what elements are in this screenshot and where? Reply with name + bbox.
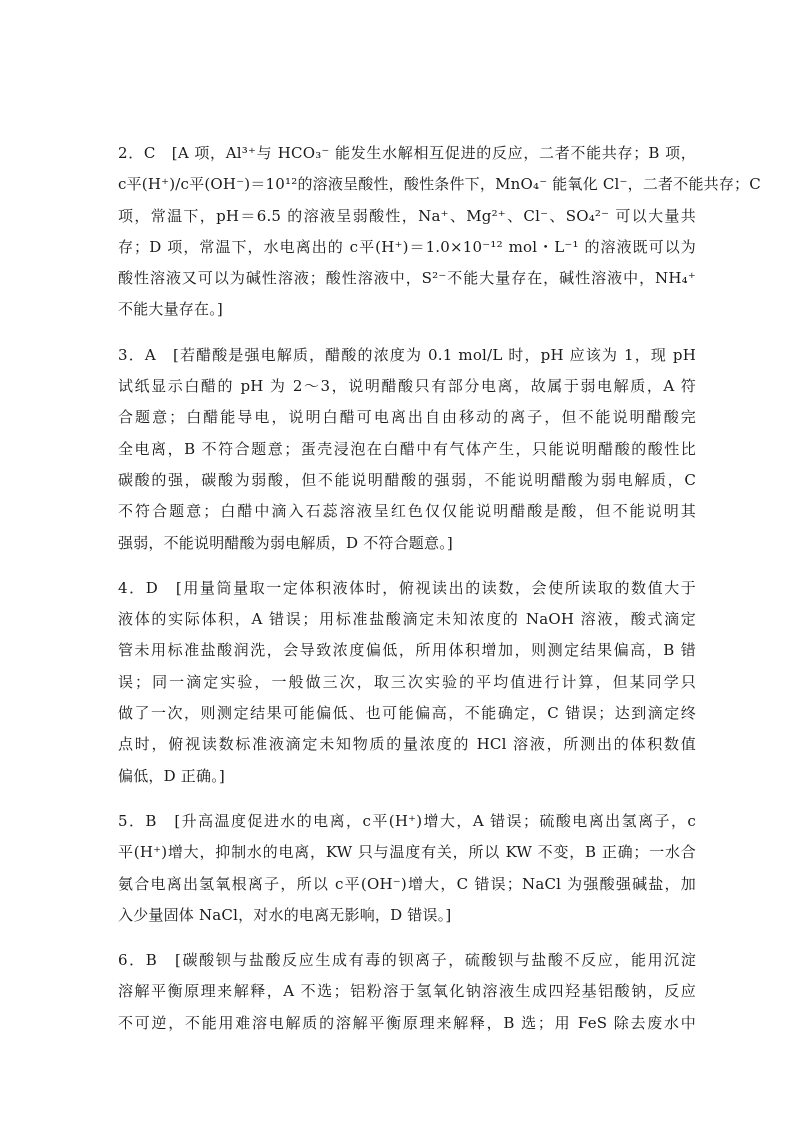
answer-2: [118, 138, 761, 326]
text-line: 3．A [若醋酸是强电解质，醋酸的浓度为 0.1 mol/L 时，pH 应该为 1，现 pH: [118, 345, 696, 364]
text-line: 点时，俯视读数标准液滴定未知物质的量浓度的 HCl 溶液，所测出的体积数值: [118, 735, 696, 754]
answer-explanations: [118, 138, 761, 1053]
answer-6: [118, 945, 696, 1039]
text-line: 5．B [升高温度促进水的电离，c平(H⁺)增大，A 错误；硫酸电离出氢离子，c: [118, 811, 696, 830]
answer-3: [118, 340, 696, 559]
text-line: c平(H⁺)/c平(OH⁻)＝10¹²的溶液呈酸性，酸性条件下，MnO₄⁻ 能氧化 Cl⁻，二者不能共存；C: [118, 175, 761, 194]
answer-4: [118, 573, 696, 792]
text-line: 误；同一滴定实验，一般做三次，取三次实验的平均值进行计算，但某同学只: [118, 672, 696, 691]
text-line: 溶解平衡原理来解释，A 不选；铝粉溶于氢氧化钠溶液生成四羟基铝酸钠，反应: [118, 982, 696, 1001]
text-line: 试纸显示白醋的 pH 为 2～3，说明醋酸只有部分电离，故属于弱电解质，A 符: [118, 377, 696, 396]
text-line: 全电离，B 不符合题意；蛋壳浸泡在白醋中有气体产生，只能说明醋酸的酸性比: [118, 439, 696, 458]
text-line: 存；D 项，常温下，水电离出的 c平(H⁺)＝1.0×10⁻¹² mol・L⁻¹ 的溶液既可以为: [118, 237, 696, 256]
text-line: 项，常温下，pH＝6.5 的溶液呈弱酸性，Na⁺、Mg²⁺、Cl⁻、SO₄²⁻ 可以大量共: [118, 206, 696, 225]
text-line: 入少量固体 NaCl，对水的电离无影响，D 错误。]: [118, 905, 452, 924]
text-line: 平(H⁺)增大，抑制水的电离，KW 只与温度有关，所以 KW 不变，B 正确；一水合: [118, 843, 696, 862]
text-line: 酸性溶液又可以为碱性溶液；酸性溶液中，S²⁻不能大量存在，碱性溶液中，NH₄⁺: [118, 269, 696, 288]
text-line: 液体的实际体积，A 错误；用标准盐酸滴定未知浓度的 NaOH 溶液，酸式滴定: [118, 610, 696, 629]
text-line: 碳酸的强，碳酸为弱酸，但不能说明醋酸的强弱，不能说明醋酸为弱电解质，C: [118, 470, 696, 489]
text-line: 2．C [A 项，Al³⁺与 HCO₃⁻ 能发生水解相互促进的反应，二者不能共存；B 项，: [118, 144, 696, 162]
text-line: 合题意；白醋能导电，说明白醋可电离出自由移动的离子，但不能说明醋酸完: [118, 408, 696, 427]
text-line: 4．D [用量筒量取一定体积液体时，俯视读出的读数，会使所读取的数值大于: [118, 578, 696, 597]
text-line: 强弱，不能说明醋酸为弱电解质，D 不符合题意。]: [118, 533, 453, 552]
text-line: 氨合电离出氢氧根离子，所以 c平(OH⁻)增大，C 错误；NaCl 为强酸强碱盐，加: [118, 874, 696, 893]
text-line: 不符合题意；白醋中滴入石蕊溶液呈红色仅仅能说明醋酸是酸，但不能说明其: [118, 502, 696, 521]
text-line: 做了一次，则测定结果可能偏低、也可能偏高，不能确定，C 错误；达到滴定终: [118, 704, 696, 723]
answer-5: [118, 806, 696, 931]
text-line: 不可逆，不能用难溶电解质的溶解平衡原理来解释，B 选；用 FeS 除去废水中: [118, 1013, 696, 1032]
text-line: 6．B [碳酸钡与盐酸反应生成有毒的钡离子，硫酸钡与盐酸不反应，能用沉淀: [118, 951, 696, 970]
text-line: 偏低，D 正确。]: [118, 766, 225, 785]
text-line: 管未用标准盐酸润洗，会导致浓度偏低，所用体积增加，则测定结果偏高，B 错: [118, 641, 696, 660]
text-line: 不能大量存在。]: [118, 300, 223, 319]
